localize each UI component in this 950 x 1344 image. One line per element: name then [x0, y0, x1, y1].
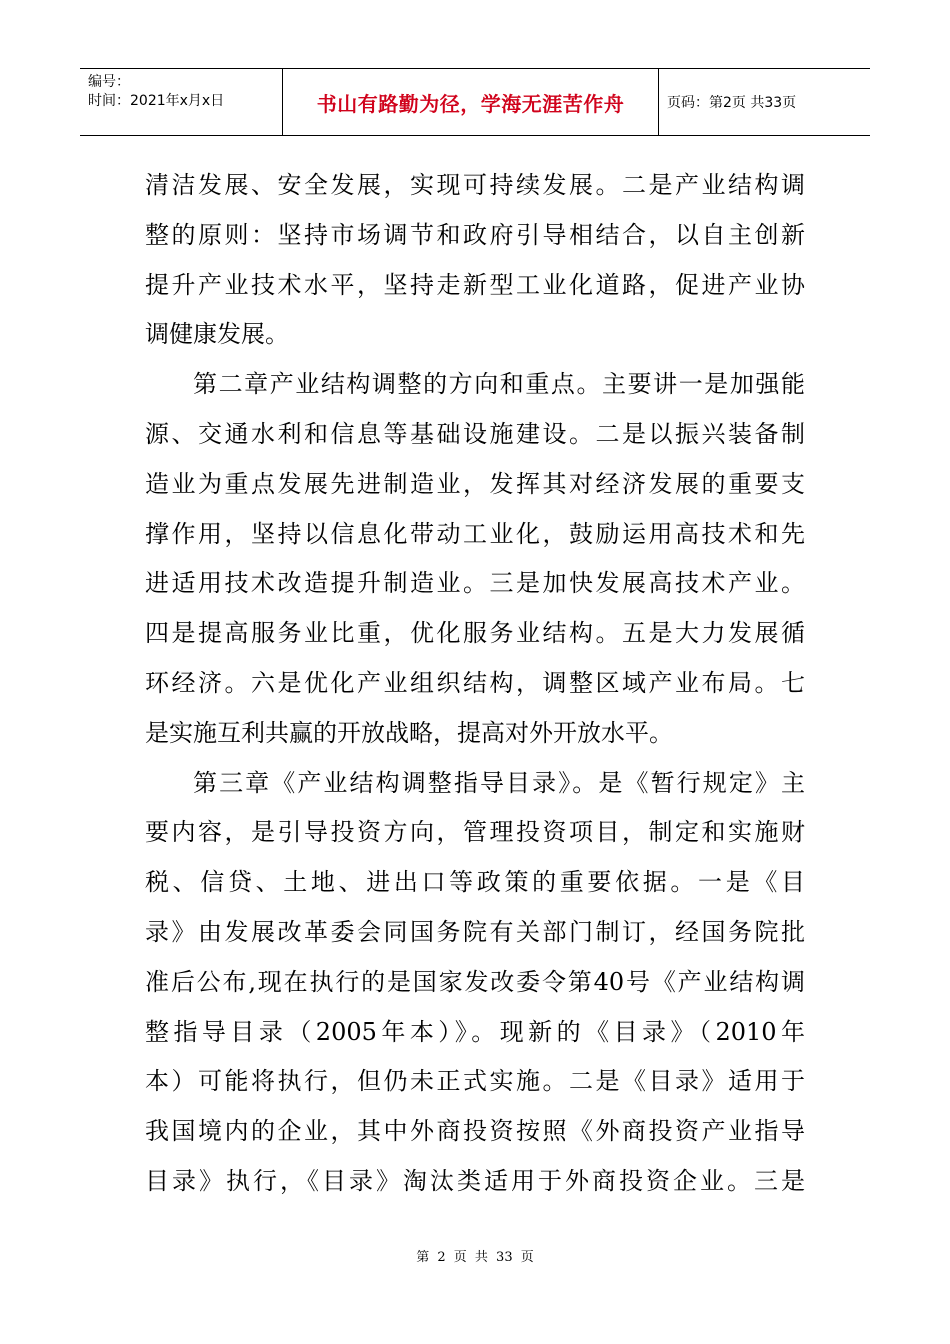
document-body — [145, 161, 805, 1207]
page-header — [80, 68, 870, 136]
body-line: 税、信贷、土地、进出口等政策的重要依据。一是《目 — [145, 868, 805, 897]
page-footer: 第 2 页 共 33 页 — [416, 1250, 534, 1265]
body-line: 录》由发展改革委会同国务院有关部门制订，经国务院批 — [145, 917, 805, 946]
body-line: 调健康发展。 — [145, 320, 289, 349]
body-line: 进适用技术改造提升制造业。三是加快发展高技术产业。 — [145, 569, 805, 598]
body-line: 撑作用，坚持以信息化带动工业化，鼓励运用高技术和先 — [145, 519, 805, 548]
document-date: 时间：2021年x月x日 — [88, 93, 225, 109]
body-line: 目录》执行，《目录》淘汰类适用于外商投资企业。三是 — [145, 1166, 805, 1195]
header-motto: 书山有路勤为径，学海无涯苦作舟 — [283, 69, 659, 135]
body-line: 整的原则：坚持市场调节和政府引导相结合，以自主创新 — [145, 220, 805, 249]
body-line: 第三章《产业结构调整指导目录》。是《暂行规定》主 — [193, 768, 805, 797]
body-line: 本）可能将执行，但仍未正式实施。二是《目录》适用于 — [145, 1067, 805, 1096]
body-line: 第二章产业结构调整的方向和重点。主要讲一是加强能 — [193, 370, 805, 399]
body-line: 环经济。六是优化产业组织结构，调整区域产业布局。七 — [145, 668, 805, 697]
body-line: 我国境内的企业，其中外商投资按照《外商投资产业指导 — [145, 1117, 805, 1146]
body-line: 造业为重点发展先进制造业，发挥其对经济发展的重要支 — [145, 469, 805, 498]
body-line: 提升产业技术水平，坚持走新型工业化道路，促进产业协 — [145, 270, 805, 299]
body-line: 要内容，是引导投资方向，管理投资项目，制定和实施财 — [145, 818, 805, 847]
body-line: 准后公布,现在执行的是国家发改委令第40号《产业结构调 — [145, 967, 805, 996]
header-meta — [80, 69, 283, 135]
body-line: 源、交通水利和信息等基础设施建设。二是以振兴装备制 — [145, 419, 805, 448]
document-number-label: 编号： — [88, 74, 130, 90]
body-line: 四是提高服务业比重，优化服务业结构。五是大力发展循 — [145, 619, 805, 648]
body-line: 整指导目录（2005年本）》。现新的《目录》（2010年 — [145, 1017, 805, 1046]
body-line: 清洁发展、安全发展，实现可持续发展。二是产业结构调 — [145, 171, 805, 199]
header-page-info: 页码：第2页 共33页 — [667, 95, 797, 111]
body-line: 是实施互利共赢的开放战略，提高对外开放水平。 — [145, 718, 673, 747]
